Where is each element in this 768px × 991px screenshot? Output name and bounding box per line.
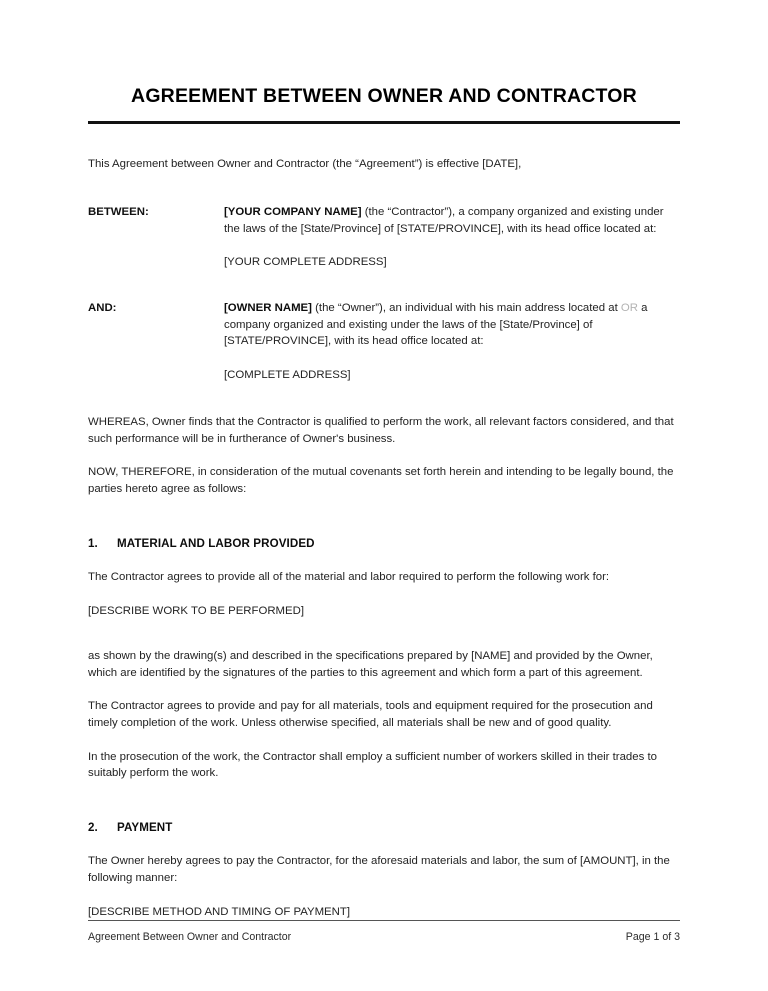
intro-paragraph: This Agreement between Owner and Contractor (the “Agreement”) is effective [DATE],	[88, 158, 522, 171]
section-title-1: MATERIAL AND LABOR PROVIDED	[117, 536, 315, 550]
section-number-2: 2.	[88, 820, 98, 834]
section-2-payment-placeholder: [DESCRIBE METHOD AND TIMING OF PAYMENT]	[88, 905, 351, 918]
section-title-2: PAYMENT	[117, 820, 173, 834]
title-divider	[88, 121, 680, 124]
contractor-address-placeholder: [YOUR COMPLETE ADDRESS]	[224, 255, 387, 268]
party-body-owner	[224, 300, 680, 383]
party-block-owner	[88, 300, 680, 383]
recital-now-therefore: NOW, THEREFORE, in consideration of the mutual covenants set forth herein and intending to be legally bound, the parties hereto agree as follows:	[88, 466, 674, 495]
document-content	[88, 0, 680, 932]
footer-divider	[88, 920, 680, 921]
page-footer	[88, 920, 680, 944]
footer-document-name: Agreement Between Owner and Contractor	[88, 931, 292, 943]
section-heading-2	[88, 820, 680, 837]
section-1-work-placeholder: [DESCRIBE WORK TO BE PERFORMED]	[88, 604, 305, 617]
section-1-paragraph-3: The Contractor agrees to provide and pay for all materials, tools and equipment required for the prosecution and timely completion of the work. Unless otherwise specified, all materials shall be new and of good quality.	[88, 700, 653, 730]
party-body-contractor	[224, 204, 680, 270]
section-number-1: 1.	[88, 536, 98, 550]
footer-row	[88, 930, 680, 944]
owner-description-before: (the “Owner”), an individual with his main address located at	[311, 302, 621, 315]
party-label-between: BETWEEN:	[88, 205, 149, 218]
section-2-paragraph-1: The Owner hereby agrees to pay the Contractor, for the aforesaid materials and labor, the sum of [AMOUNT], in the following manner:	[88, 855, 670, 885]
contractor-description: (the “Contractor”), a company organized and existing under the laws of the [State/Province] of [STATE/PROVINCE], with its head office located at:	[224, 205, 664, 235]
recital-whereas: WHEREAS, Owner finds that the Contractor is qualified to perform the work, all relevant factors considered, and that such performance will be in furtherance of Owner's business.	[88, 416, 674, 445]
section-1-paragraph-4: In the prosecution of the work, the Contractor shall employ a sufficient number of workers skilled in their trades to suitably perform the work.	[88, 750, 657, 780]
section-1-paragraph-2: as shown by the drawing(s) and described in the specifications prepared by [NAME] and provided by the Owner, which are identified by the signatures of the parties to this agreement and which form a part of this agreement.	[88, 650, 653, 679]
section-1-paragraph-1: The Contractor agrees to provide all of the material and labor required to perform the following work for:	[88, 571, 610, 584]
owner-description-after: a company organized and existing under the laws of the [State/Province] of [STATE/PROVINCE], with its head office located at:	[224, 302, 648, 348]
contractor-name-placeholder: [YOUR COMPANY NAME]	[224, 205, 362, 218]
footer-page-number: Page 1 of 3	[625, 931, 680, 943]
party-label-and: AND:	[88, 302, 117, 315]
party-block-contractor	[88, 204, 680, 270]
section-heading-1	[88, 536, 680, 553]
owner-address-placeholder: [COMPLETE ADDRESS]	[224, 368, 351, 381]
page-title: AGREEMENT BETWEEN OWNER AND CONTRACTOR	[131, 85, 637, 107]
owner-name-placeholder: [OWNER NAME]	[224, 302, 312, 315]
owner-or-separator: OR	[620, 302, 639, 315]
